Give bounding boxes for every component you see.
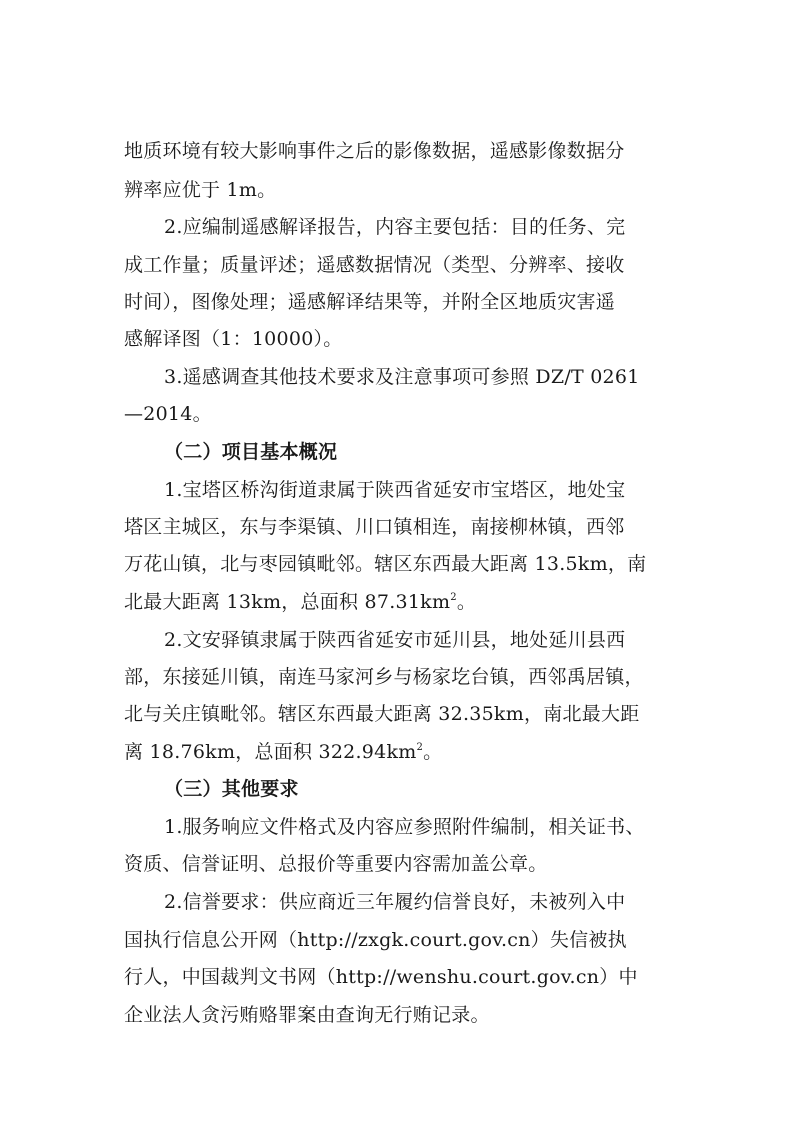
p4-line-4 (124, 591, 476, 613)
p5-line-4-text: 离 18.76km，总面积 322.94km (124, 741, 417, 763)
p3-line-1: 3.遥感调查其他技术要求及注意事项可参照 DZ/T 0261 (164, 366, 640, 388)
area-unit-superscript: 2 (416, 742, 424, 753)
section-heading-2: （二）项目基本概况 (164, 441, 338, 463)
section-heading-3: （三）其他要求 (164, 778, 299, 800)
p6-line-2: 资质、信誉证明、总报价等重要内容需加盖公章。 (124, 853, 548, 875)
p5-line-2: 部，东接延川镇，南连马家河乡与杨家圪台镇，西邻禹居镇， (124, 666, 644, 688)
p4-line-4-text: 北最大距离 13km，总面积 87.31km (124, 591, 451, 613)
p5-line-3: 北与关庄镇毗邻。辖区东西最大距离 32.35km，南北最大距 (124, 703, 640, 725)
p3-line-2: —2014。 (124, 403, 212, 425)
p7-line-1: 2.信誉要求：供应商近三年履约信誉良好，未被列入中 (164, 891, 626, 913)
p5-line-1: 2.文安驿镇隶属于陕西省延安市延川县，地处延川县西 (164, 629, 626, 651)
p4-line-2: 塔区主城区，东与李渠镇、川口镇相连，南接柳林镇，西邻 (124, 516, 625, 538)
p2-line-2: 成工作量；质量评述；遥感数据情况（类型、分辨率、接收 (124, 254, 625, 276)
area-unit-superscript: 2 (450, 592, 457, 603)
p4-line-3: 万花山镇，北与枣园镇毗邻。辖区东西最大距离 13.5km，南 (124, 553, 647, 575)
p1-line-2: 辨率应优于 1m。 (124, 179, 277, 201)
p7-line-4: 企业法人贪污贿赂罪案由查询无行贿记录。 (124, 1004, 490, 1026)
p1-line-1: 地质环境有较大影响事件之后的影像数据，遥感影像数据分 (124, 140, 625, 162)
p5-line-4 (124, 741, 442, 763)
p7-line-2: 国执行信息公开网（http://zxgk.court.gov.cn）失信被执 (124, 929, 627, 951)
p5-line-4-tail: 。 (423, 741, 443, 763)
p4-line-4-tail: 。 (456, 591, 477, 613)
p2-line-4: 感解译图（1：10000）。 (124, 328, 343, 350)
p7-line-3: 行人，中国裁判文书网（http://wenshu.court.gov.cn）中 (124, 966, 638, 988)
p4-line-1: 1.宝塔区桥沟街道隶属于陕西省延安市宝塔区，地处宝 (164, 479, 626, 501)
p2-line-3: 时间），图像处理；遥感解译结果等，并附全区地质灾害遥 (124, 291, 616, 313)
p6-line-1: 1.服务响应文件格式及内容应参照附件编制，相关证书、 (164, 816, 645, 838)
p2-line-1: 2.应编制遥感解译报告，内容主要包括：目的任务、完 (164, 216, 626, 238)
